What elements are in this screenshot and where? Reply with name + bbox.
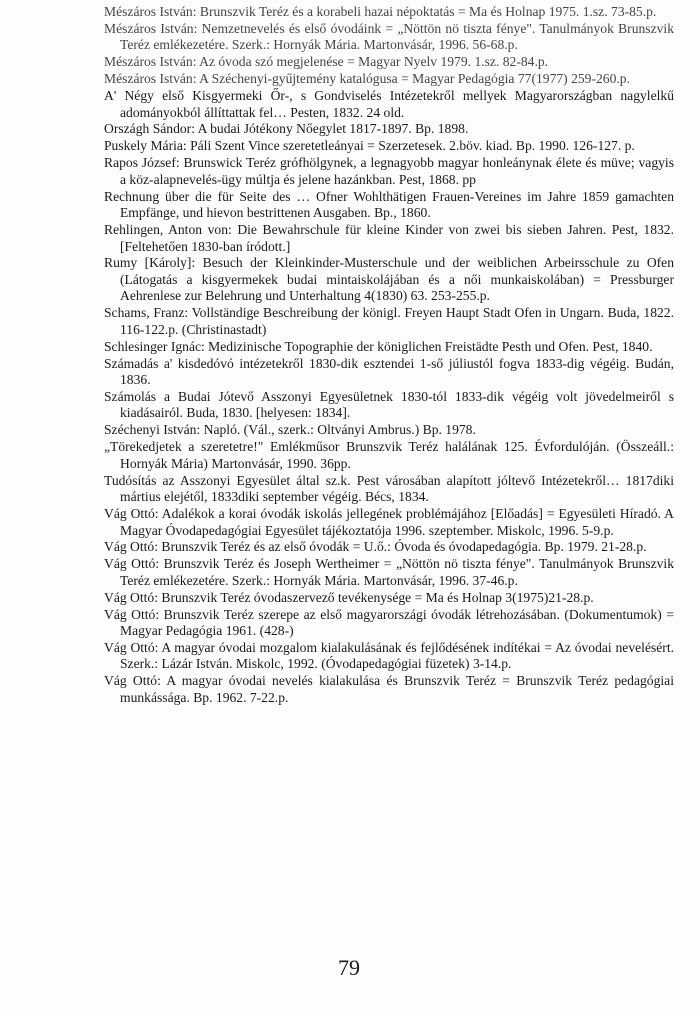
- bibliography-entry: Schlesinger Ignác: Medizinische Topographie der königlichen Freistädte Pesth und Ofen. Pest, 1840.: [104, 338, 653, 354]
- bibliography-entry: Vág Ottó: Brunszvik Teréz és Joseph Wertheimer = „Nöttön nö tiszta fénye". Tanulmányok Brunszvik Teréz emlékezetére. Szerk.: Hornyák Mária. Martonvásár, 1996. 37-46.p.: [104, 556, 674, 588]
- bibliography-entry: Schams, Franz: Vollständige Beschreibung der königl. Freyen Haupt Stadt Ofen in Ungarn. Buda, 1822. 116-122.p. (Christinastadt): [104, 305, 674, 337]
- bibliography-entry: Vág Ottó: A magyar óvodai mozgalom kialakulásának és fejlődésének indítékai = Az óvodai nevelésért. Szerk.: Lázár István. Miskolc, 1992. (Óvodapedagógiai füzetek) 3-14.p.: [104, 639, 674, 672]
- bibliography-entry: Vág Ottó: Brunszvik Teréz szerepe az első magyarországi óvodák létrehozásában. (Dokumentumok) = Magyar Pedagógia 1961. (428-): [104, 606, 674, 639]
- bibliography-entry: Vág Ottó: Adalékok a korai óvodák iskolás jellegének problémájához [Előadás] = Egyesületi Híradó. A Magyar Óvodapedagógiai Egyesület tájékoztatója 1996. szeptember. Miskolc, 1996. 5-9.p.: [104, 506, 674, 538]
- bibliography-entry: Rapos József: Brunswick Teréz grófhölgynek, a legnagyobb magyar honleánynak élete és müve; vagyis a köz-alapnevelés-ügy múltja és jelene hazánkban. Pest, 1868. pp: [104, 155, 674, 187]
- bibliography-entry: Mészáros István: Brunszvik Teréz és a korabeli hazai népoktatás = Ma és Holnap 1975. 1.sz. 73-85.p.: [104, 4, 657, 19]
- bibliography-entry: Vág Ottó: Brunszvik Teréz és az első óvodák = U.ő.: Óvoda és óvodapedagógia. Bp. 1979. 21-28.p.: [104, 539, 647, 555]
- bibliography-entry: Tudósítás az Asszonyi Egyesület által sz.k. Pest városában alapított jóltevő Intézetekről… 1817diki mártius elejétől, 1833diki september végéig. Bécs, 1834.: [104, 472, 674, 505]
- page-number: 79: [338, 955, 360, 980]
- bibliography-entry: A' Négy első Kisgyermeki Őr-, s Gondviselés Intézetekről mellyek Magyarországban nagylelkű adományokból állíttattak fel… Pesten, 1832. 24 old.: [104, 88, 674, 120]
- bibliography-entry: Mészáros István: Az óvoda szó megjelenése = Magyar Nyelv 1979. 1.sz. 82-84.p.: [104, 54, 549, 70]
- bibliography-entry: Számolás a Budai Jótevő Asszonyi Egyesületnek 1830-tól 1833-dik végéig volt jövedelmeiről s kiadásairól. Buda, 1830. [helyesen: 1834].: [104, 388, 674, 421]
- bibliography-entry: Rumy [Károly]: Besuch der Kleinkinder-Musterschule und der weiblichen Arbeirsschule zu Ofen (Látogatás a kisgyermekek budai mintaiskolájában és a női munkaiskolában) = Pressburger Aehrenlese zur Belehrung und Unterhaltung 4(1830) 63. 253-255.p.: [104, 255, 674, 304]
- bibliography-entry: „Törekedjetek a szeretetre!" Emlékműsor Brunszvik Teréz halálának 125. Évfordulóján. (Összeáll.: Hornyák Mária) Martonvásár, 1990. 36pp.: [104, 439, 674, 471]
- bibliography-entry: Rehlingen, Anton von: Die Bewahrschule für kleine Kinder von zwei bis sieben Jahren. Pest, 1832. [Feltehetően 1830-ban íródott.]: [104, 222, 674, 254]
- bibliography-list: [104, 4, 674, 707]
- bibliography-entry: Mészáros István: A Széchenyi-gyűjtemény katalógusa = Magyar Pedagógia 77(1977) 259-260.p.: [104, 71, 630, 87]
- bibliography-entry: Vág Ottó: Brunszvik Teréz óvodaszervező tevékenysége = Ma és Holnap 3(1975)21-28.p.: [104, 589, 594, 605]
- bibliography-entry: Széchenyi István: Napló. (Vál., szerk.: Oltványi Ambrus.) Bp. 1978.: [104, 422, 476, 438]
- bibliography-entry: Rechnung über die für Seite des … Ofner Wohlthätigen Frauen-Vereines im Jahre 1859 gamachten Empfänge, und hievon bestrittenen Ausgaben. Bp., 1860.: [104, 188, 674, 221]
- bibliography-entry: Vág Ottó: A magyar óvodai nevelés kialakulása és Brunszvik Teréz = Brunszvik Teréz pedagógiai munkássága. Bp. 1962. 7-22.p.: [104, 673, 674, 705]
- bibliography-entry: Mészáros István: Nemzetnevelés és első óvodáink = „Nöttön nö tiszta fénye". Tanulmányok Brunszvik Teréz emlékezetére. Szerk.: Hornyák Mária. Martonvásár, 1996. 56-68.p.: [104, 20, 674, 53]
- bibliography-entry: Országh Sándor: A budai Jótékony Nőegylet 1817-1897. Bp. 1898.: [104, 121, 469, 137]
- bibliography-entry: Számadás a' kisdedóvó intézetekről 1830-dik esztendei 1-ső júliustól fogva 1833-dig végéig. Budán, 1836.: [104, 355, 674, 388]
- bibliography-entry: Puskely Mária: Páli Szent Vince szeretetleányai = Szerzetesek. 2.böv. kiad. Bp. 1990. 126-127. p.: [104, 138, 635, 154]
